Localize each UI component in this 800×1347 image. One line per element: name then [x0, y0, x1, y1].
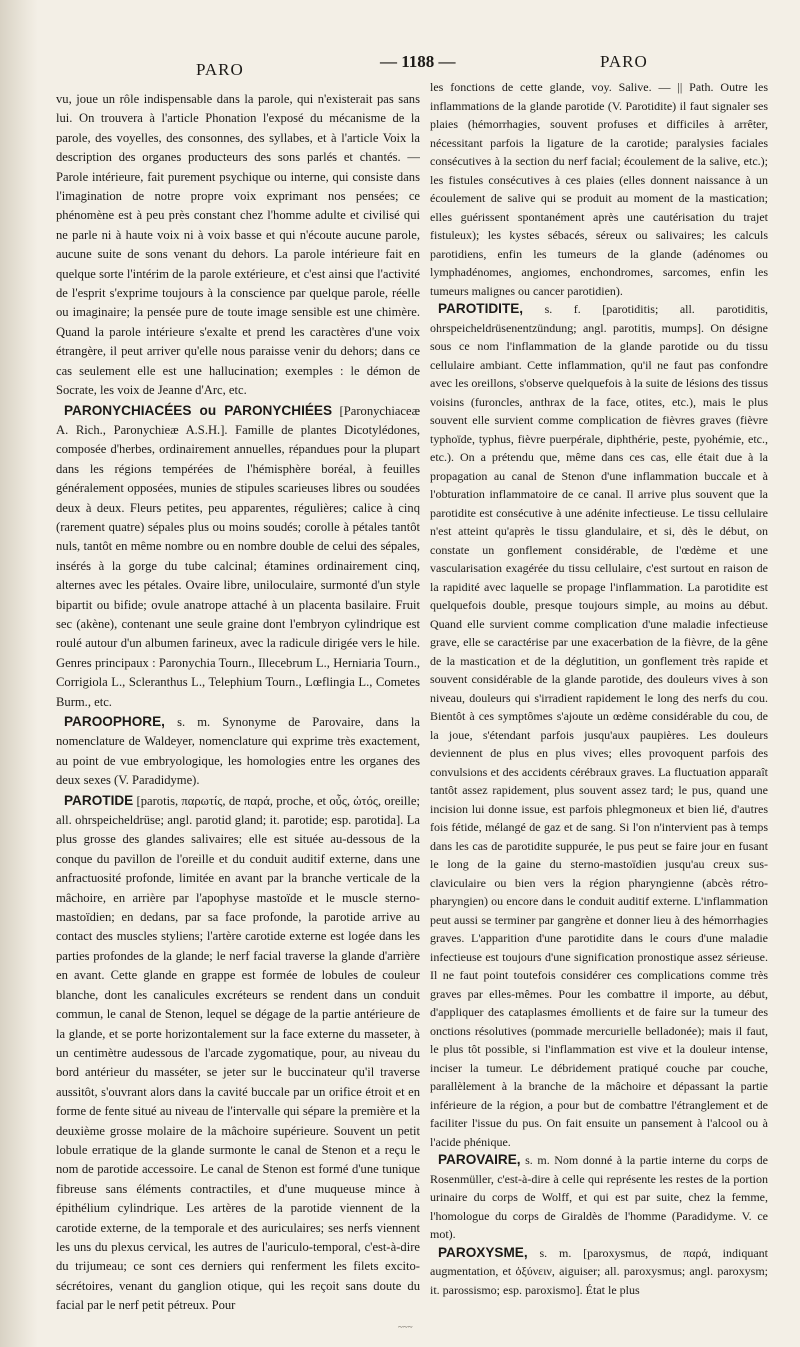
- entry-body: s. f. [parotiditis; all. parotiditis, ohrspeicheldrüsenentzündung; angl. parotitis, mumps]. On désigne sous ce nom l'inflammation de la glande parotide ou du tissu cellulaire ambiant. Cette inflammation, qu'il ne faut pas confondre avec les oreillons, s'observe quelquefois à la suite de lésions des tissus voisins (furoncles, anthrax de la face, otites, etc.), mais le plus souvent elle survient comme complication de fièvres graves (fièvre typhoïde, typhus, fièvre puerpérale, diphthérie, peste, pyohémie, etc., etc.). On a prétendu que, même dans ces cas, elle était due à la propagation au canal de Stenon d'une inflammation buccale et à l'obturation inflammatoire de ce canal. Il arrive plus souvent que la parotidite est consécutive à une adénite infectieuse. Le tissu cellulaire n'est atteint qu'après le tissu glandulaire, et si, dès le début, on constate un gonflement considérable, de l'œdème et une vascularisation exagérée du tissu cellulaire, c'est surtout en raison de la rapidité avec laquelle se propage l'inflammation. La parotidite est quelquefois double, presque toujours simple, au moins au début. Quand elle survient comme complication d'une maladie infectieuse grave, elle se caractérise par une exacerbation de la fièvre, de la gêne de la mastication et de la déglutition, un gonflement très rapide et souvent considérable de la glande parotide, des douleurs vives à son niveau, douleurs qui s'irradient rapidement le long des nerfs du cou. Bientôt à ces symptômes s'ajoute un œdème considérable du cou, de la joue, s'étendant parfois jusqu'aux paupières. Les douleurs deviennent de plus en plus vives; elles provoquent parfois des convulsions et des accidents cérébraux graves. La fluctuation apparaît tantôt assez rapidement, plus souvent assez tard; le pus, quand une incision lui donne issue, est parfois phlegmoneux et bien lié, d'autres fois fétide, mélangé de gaz et de sang. Si l'on n'intervient pas à temps dans les cas de parotidite suppurée, le pus peut se faire jour en fusant le long de la gaine du sterno-mastoïdien jusqu'au creux sus-claviculaire ou bien vers la région pharyngienne (abcès rétro-pharyngien) ou encore dans le conduit auditif externe. L'inflammation peut aussi se terminer par gangrène et donner lieu à des hémorrhagies graves. L'apparition d'une parotidite dans le cours d'une maladie infectieuse est toujours d'une signification pronostique assez sérieuse. Il ne faut point toutefois considérer ces complications comme très graves par elles-mêmes. Pour les combattre il importe, au début, d'appliquer des cataplasmes émollients et de faire sur la tumeur des onctions résolutives (pommade mercurielle belladonée); mais il faut, le plus tôt possible, si l'inflammation est vive et la douleur intense, inciser la tumeur. Le débridement pratiqué couche par couche, parallèlement à la branche de la mâchoire et dépassant la partie inférieure de la région, a pour but de combattre l'étranglement et de faciliter l'issue du pus. On fait ensuite un pansement à l'alcool ou à l'acide phénique.: [430, 302, 768, 1149]
- entry-paronychiacees: [56, 401, 420, 713]
- entry-body: s. m. Nom donné à la partie interne du corps de Rosenmüller, c'est-à-dire à celle qui représente les restes de la portion urinaire du corps de Wolff, et qui est par suite, chez la femme, l'homologue du corps de Giraldès de l'homme (Paradidyme. V. ce mot).: [430, 1153, 768, 1241]
- entry-parovaire: [430, 1151, 768, 1244]
- entry-continuation: [56, 90, 420, 401]
- header-left-keyword: PARO: [196, 60, 244, 79]
- printer-mark: ~~~: [398, 1322, 413, 1332]
- entry-body: vu, joue un rôle indispensable dans la parole, qui n'existerait pas sans lui. On trouvera à l'article Phonation l'exposé du mécanisme de la parole, des voyelles, des consonnes, des syllabes, et à l'article Voix la description des organes producteurs des sons parlés et chantés. — Parole intérieure, fait purement psychique ou interne, qui consiste dans l'imagination de notre propre voix exprimant nos pensées; ce phénomène est à peu près constant chez l'homme adulte et civilisé qui ne parle ni à haute voix ni à voix basse et qui n'écoute aucune parole, aucune suite de sons venant du dehors. La parole intérieure fait en quelque sorte l'intérim de la parole extérieure, et c'est ainsi que l'activité de l'esprit s'exprime toujours à la conscience par quelque parole, réelle ou imaginaire; la pensée pure de toute image sensible est une chimère. Quand la parole intérieure s'exalte et prend les caractères d'une voix étrangère, il peut arriver qu'elle nous paraisse venir du dehors; dans ce cas seulement elle est une hallucination; exemples : le démon de Socrate, les voix de Jeanne d'Arc, etc.: [56, 92, 420, 398]
- entry-paroxysme: [430, 1244, 768, 1300]
- left-column: [56, 90, 420, 1315]
- entry-parooophore: [56, 712, 420, 791]
- right-column: [430, 78, 768, 1303]
- entry-body: [Paronychiaceæ A. Rich., Paronychieæ A.S.H.]. Famille de plantes Dicotylédones, composée d'herbes, ordinairement annuelles, répandues pour la plupart dans les régions tempérées de l'hémisphère boréal, à feuilles généralement opposées, munies de stipules scarieuses libres ou soudées deux à deux. Fleurs petites, peu apparentes, régulières; calice à cinq (rarement quatre) sépales plus ou moins soudés; corolle à pétales tantôt nuls, tantôt en même nombre ou en nombre double de celui des sépales, insérés à la gorge du tube calcinal; étamines ordinairement cinq, alternes avec les pétales. Ovaire libre, uniloculaire, surmonté d'un style bipartit ou bifide; ovule anatrope attaché à un placenta basilaire. Fruit sec (akène), contenant une seule graine dont l'embryon cylindrique est roulé autour d'un albumen farineux, avec la radicule dirigée vers le hile. Genres principaux : Paronychia Tourn., Illecebrum L., Herniaria Tourn., Corrigiola L., Scleranthus L., Telephium Tourn., Lœflingia L., Cometes Burm., etc.: [56, 403, 420, 709]
- entry-body: s. m. Synonyme de Parovaire, dans la nomenclature de Waldeyer, nomenclature qui exprime très exactement, au point de vue embryologique, les homologies entre les organes des deux sexes (V. Paradidyme).: [56, 715, 420, 788]
- entry-body: les fonctions de cette glande, voy. Salive. — || Path. Outre les inflammations de la glande parotide (V. Parotidite) il faut signaler ses plaies (hémorrhagies, souvent profuses et difficiles à arrêter, nécessitant parfois la ligature de la carotide; paralysies faciales consécutives à la section du nerf facial; écoulement de la salive, etc.); les fistules consécutives à ces plaies (elles donnent naissance à un écoulement de salive qui se produit au moment de la mastication; elles guérissent spontanément après une cautérisation du trajet fistuleux); les kystes sébacés, séreux ou salivaires; les calculs parotidiens, enfin les tumeurs de la glande (adénomes ou lymphadénomes, angiomes, enchondromes, sarcomes, enfin les tumeurs malignes ou cancer parotidien).: [430, 80, 768, 298]
- page-number: — 1188 —: [380, 52, 456, 71]
- entry-headword: PAROTIDITE,: [438, 301, 524, 316]
- entry-headword: PAROOPHORE,: [64, 714, 165, 729]
- entry-headword: PAROTIDE: [64, 792, 134, 808]
- header-right-keyword: PARO: [600, 52, 648, 71]
- entry-headword: PAROVAIRE,: [438, 1152, 521, 1167]
- entry-parotidite: [430, 300, 768, 1151]
- entry-body: s. m. [paroxysmus, de παρά, indiquant augmentation, et ὀξύνειν, aiguiser; all. paroxysmus; angl. paroxysm; it. parossismo; esp. paroxismo]. État le plus: [430, 1245, 768, 1297]
- page-gutter-shadow: [0, 0, 38, 1347]
- entry-parotide: [56, 791, 420, 1315]
- entry-body: [parotis, παρωτίς, de παρά, proche, et οὖς, ὠτός, oreille; all. ohrspeicheldrüse; angl. parotid gland; it. parotide; esp. parotida]. La plus grosse des glandes salivaires; elle est située au-dessous de la conque du pavillon de l'oreille et du conduit auditif externe, dans une anfractuosité profonde, limitée en avant par la branche verticale de la mâchoire, en arrière par l'apophyse mastoïde et le muscle sterno-mastoïdien; en dedans, par sa face profonde, la parotide arrive au contact des muscles styliens; l'artère carotide externe est logée dans les parties profondes de la glande; le nerf facial traverse la glande d'arrière en avant. Cette glande en grappe est formée de lobules de couleur blanche, dont les canalicules excréteurs se rendent dans un conduit commun, le canal de Stenon, lequel se dégage de la partie antérieure de la glande, et se porte horizontalement sur la face externe du masseter, à un centimètre audessous de l'arcade zygomatique, pour, au niveau du bord antérieur du masséter, se jeter sur le buccinateur qu'il traverse aussitôt, s'ouvrant alors dans la cavité buccale par un orifice étroit et en forme de fente situé au niveau de l'intervalle qui sépare la première et la deuxième grosse molaire de la mâchoire supérieure. Souvent un petit lobule erratique de la glande surmonte le canal de Stenon et a reçu le nom de parotide accessoire. Le canal de Stenon est formé d'une tunique fibreuse sans éléments contractiles, et d'une muqueuse mince à épithélium cylindrique. Les artères de la parotide viennent de la carotide externe, de la temporale et des auriculaires; ses nerfs viennent les uns du plexus cervical, les autres de l'auriculo-temporal, c'est-à-dire du trijumeau; ce sont ces derniers qui renferment les filets excito-sécrétoires, venant du ganglion otique, qui les reçoit sans doute du facial par le nerf petit pétreux. Pour: [56, 793, 420, 1313]
- entry-continuation: [430, 78, 768, 300]
- entry-headword: PARONYCHIACÉES ou PARONYCHIÉES: [64, 402, 333, 418]
- entry-headword: PAROXYSME,: [438, 1244, 528, 1260]
